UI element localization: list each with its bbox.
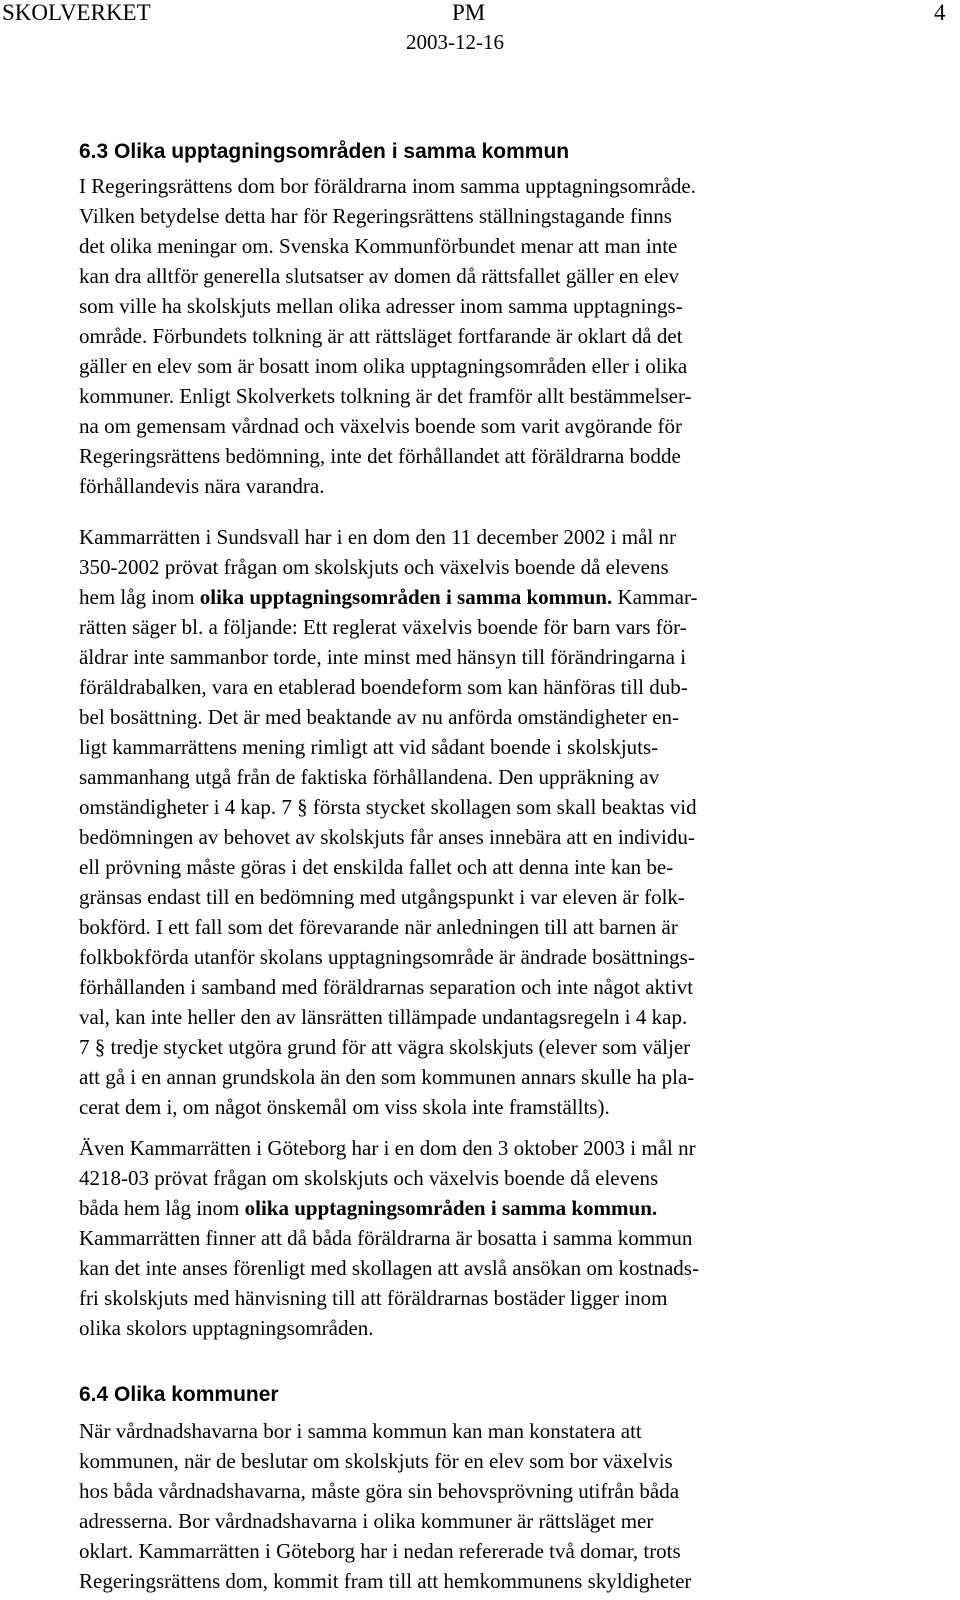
section-heading-6-3: 6.3 Olika upptagningsområden i samma kommun	[79, 140, 570, 163]
text-line: När vårdnadshavarna bor i samma kommun kan man konstatera att	[79, 1419, 642, 1443]
text-line: det olika meningar om. Svenska Kommunförbundet menar att man inte	[79, 234, 678, 258]
text-line: som ville ha skolskjuts mellan olika adresser inom samma upptagnings-	[79, 294, 683, 318]
text-line: förhållanden i samband med föräldrarnas separation och inte något aktivt	[79, 975, 694, 999]
text-line: kan dra alltför generella slutsatser av domen då rättsfallet gäller en elev	[79, 264, 679, 288]
paragraph-kammarratten-sundsvall	[79, 522, 698, 1122]
text-line: rätten säger bl. a följande: Ett reglerat växelvis boende för barn vars för-	[79, 615, 687, 639]
header-doc-type: PM	[452, 0, 486, 25]
text-line: I Regeringsrättens dom bor föräldrarna inom samma upptagningsområde.	[79, 174, 696, 198]
text-line: olika skolors upptagningsområden.	[79, 1316, 374, 1340]
header-page-number: 4	[934, 0, 946, 25]
text-line: föräldrabalken, vara en etablerad boendeform som kan hänföras till dub-	[79, 675, 688, 699]
section-heading-6-4: 6.4 Olika kommuner	[79, 1383, 279, 1406]
header-org: SKOLVERKET	[2, 0, 151, 25]
text-line	[79, 582, 698, 612]
bold-emphasis: olika upptagningsområden i samma kommun.	[244, 1196, 658, 1220]
text-segment: båda hem låg inom	[79, 1196, 245, 1220]
text-line: fri skolskjuts med hänvisning till att föräldrarnas bostäder ligger inom	[79, 1286, 668, 1310]
text-line: att gå i en annan grundskola än den som kommunen annars skulle ha pla-	[79, 1065, 695, 1089]
text-line: Regeringsrättens dom, kommit fram till att hemkommunens skyldigheter	[79, 1569, 692, 1593]
text-line: Kammarrätten finner att då båda föräldrarna är bosatta i samma kommun	[79, 1226, 693, 1250]
text-line: ligt kammarrättens mening rimligt att vid sådant boende i skolskjuts-	[79, 735, 659, 759]
paragraph-regeringsratten	[79, 171, 696, 501]
text-line: hos båda vårdnadshavarna, måste göra sin behovsprövning utifrån båda	[79, 1479, 680, 1503]
text-line: gäller en elev som är bosatt inom olika upptagningsområden eller i olika	[79, 354, 688, 378]
text-line: val, kan inte heller den av länsrätten tillämpade undantagsregeln i 4 kap.	[79, 1005, 688, 1029]
text-line: kan det inte anses förenligt med skollagen att avslå ansökan om kostnads-	[79, 1256, 699, 1280]
text-segment: hem låg inom	[79, 585, 200, 609]
header-date: 2003-12-16	[406, 30, 504, 54]
text-line: kommuner. Enligt Skolverkets tolkning är det framför allt bestämmelser-	[79, 384, 692, 408]
text-line: na om gemensam vårdnad och växelvis boende som varit avgörande för	[79, 414, 682, 438]
text-line: omständigheter i 4 kap. 7 § första stycket skollagen som skall beaktas vid	[79, 795, 697, 819]
text-line: oklart. Kammarrätten i Göteborg har i nedan refererade två domar, trots	[79, 1539, 681, 1563]
text-line: Regeringsrättens bedömning, inte det förhållandet att föräldrarna bodde	[79, 444, 681, 468]
text-line: bedömningen av behovet av skolskjuts får anses innebära att en individu-	[79, 825, 695, 849]
text-line: 4218-03 prövat frågan om skolskjuts och växelvis boende då elevens	[79, 1166, 659, 1190]
text-line: område. Förbundets tolkning är att rättsläget fortfarande är oklart då det	[79, 324, 683, 348]
text-line: bel bosättning. Det är med beaktande av nu anförda omständigheter en-	[79, 705, 680, 729]
text-line: ell prövning måste göras i det enskilda fallet och att denna inte kan be-	[79, 855, 674, 879]
text-line: gränsas endast till en bedömning med utgångspunkt i var eleven är folk-	[79, 885, 685, 909]
text-line: äldrar inte sammanbor torde, inte minst med hänsyn till förändringarna i	[79, 645, 687, 669]
text-line: förhållandevis nära varandra.	[79, 474, 325, 498]
text-segment: Kammar-	[612, 585, 698, 609]
text-line: folkbokförda utanför skolans upptagningsområde är ändrade bosättnings-	[79, 945, 695, 969]
paragraph-kammarratten-goteborg	[79, 1133, 699, 1343]
text-line	[79, 1193, 699, 1223]
text-line: 350-2002 prövat frågan om skolskjuts och växelvis boende då elevens	[79, 555, 669, 579]
text-line: 7 § tredje stycket utgöra grund för att vägra skolskjuts (elever som väljer	[79, 1035, 691, 1059]
paragraph-olika-kommuner	[79, 1416, 691, 1596]
text-line: cerat dem i, om något önskemål om viss skola inte framställts).	[79, 1095, 610, 1119]
text-line: adresserna. Bor vårdnadshavarna i olika kommuner är rättsläget mer	[79, 1509, 654, 1533]
text-line: kommunen, när de beslutar om skolskjuts för en elev som bor växelvis	[79, 1449, 673, 1473]
text-line: Kammarrätten i Sundsvall har i en dom den 11 december 2002 i mål nr	[79, 525, 676, 549]
text-line: sammanhang utgå från de faktiska förhållandena. Den uppräkning av	[79, 765, 660, 789]
text-line: bokförd. I ett fall som det förevarande när anledningen till att barnen är	[79, 915, 678, 939]
text-line: Även Kammarrätten i Göteborg har i en dom den 3 oktober 2003 i mål nr	[79, 1136, 696, 1160]
bold-emphasis: olika upptagningsområden i samma kommun.	[199, 585, 613, 609]
text-line: Vilken betydelse detta har för Regeringsrättens ställningstagande finns	[79, 204, 672, 228]
